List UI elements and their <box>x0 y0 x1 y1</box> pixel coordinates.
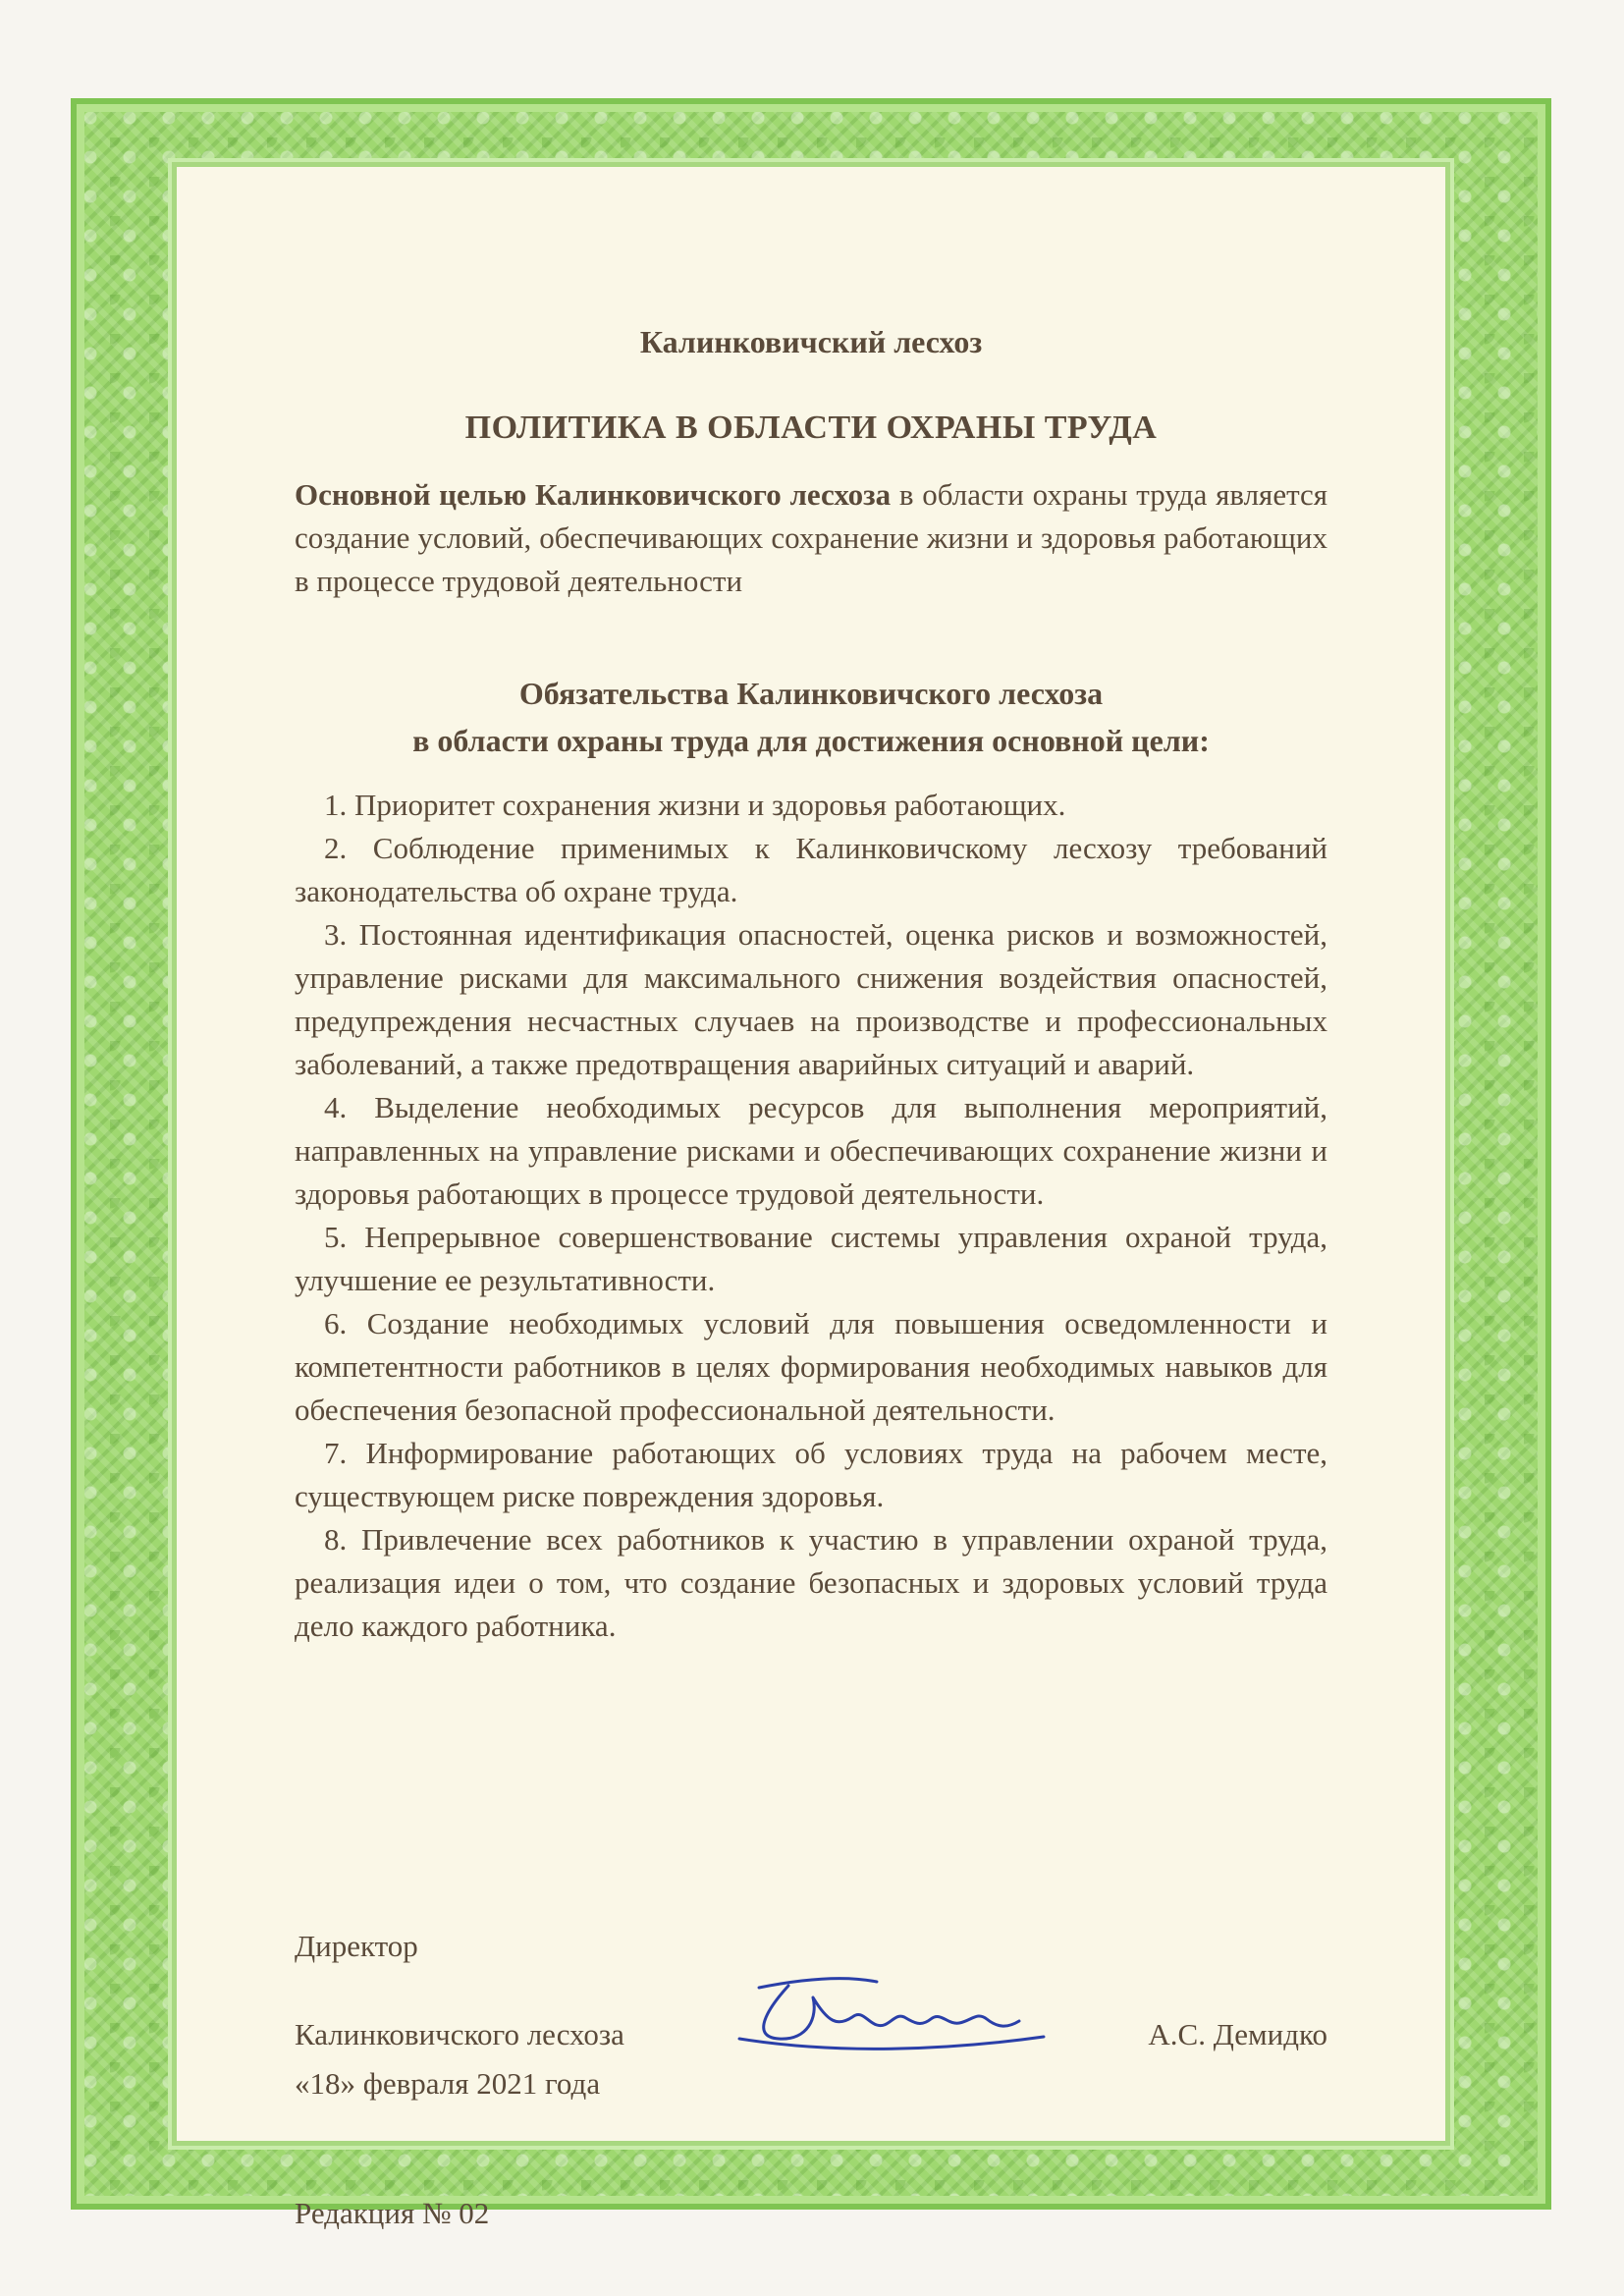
signer-position-line2: Калинковичского лесхоза <box>295 2017 624 2051</box>
signature-block <box>295 1925 1327 2056</box>
commitment-item: 4. Выделение необходимых ресурсов для выполнения мероприятий, направленных на управление рисками и обеспечивающих сохранение жизни и здоровья работающих в процессе трудовой деятельности. <box>295 1090 1327 1211</box>
main-goal-paragraph <box>295 473 1327 603</box>
commitment-item: 7. Информирование работающих об условиях труда на рабочем месте, существующем риске повреждения здоровья. <box>295 1436 1327 1513</box>
commitments-heading-line2: в области охраны труда для достижения основной цели: <box>412 723 1210 758</box>
goal-lead-text: Основной целью Калинковичского лесхоза <box>295 477 892 512</box>
commitment-item: 3. Постоянная идентификация опасностей, оценка рисков и возможностей, управление рисками для максимального снижения воздействия опасностей, предупреждения несчастных случаев на производстве и профессиональных заболеваний, а также предотвращения аварийных ситуаций и аварий. <box>295 917 1327 1081</box>
commitment-item: 2. Соблюдение применимых к Калинковичскому лесхозу требований законодательства об охране труда. <box>295 831 1327 908</box>
edition-number: Редакция № 02 <box>295 2196 490 2230</box>
commitment-item: 8. Привлечение всех работников к участию в управлении охраной труда, реализация идеи о том, что создание безопасных и здоровых условий труда дело каждого работника. <box>295 1522 1327 1643</box>
commitments-heading-line1: Обязательства Калинковичского лесхоза <box>518 676 1104 711</box>
document-title: ПОЛИТИКА В ОБЛАСТИ ОХРАНЫ ТРУДА <box>464 410 1158 446</box>
certificate-border <box>71 98 1551 2230</box>
handwritten-signature <box>720 1968 1073 2056</box>
organization-name: Калинковичский лесхоз <box>639 324 983 359</box>
document-date: «18» февраля 2021 года <box>295 2066 601 2101</box>
commitments-list <box>295 784 1327 1648</box>
commitment-item: 6. Создание необходимых условий для повышения осведомленности и компетентности работников в целях формирования необходимых навыков для обеспечения безопасной профессиональной деятельности. <box>295 1306 1327 1427</box>
signer-name: А.С. Демидко <box>1148 2017 1327 2051</box>
document-panel <box>177 167 1445 2230</box>
commitments-heading <box>295 670 1327 764</box>
signature-line <box>295 1968 1327 2056</box>
goal-rest-text: в области охраны труда является создание условий, обеспечивающих сохранение жизни и здоровья работающих в процессе трудовой деятельности <box>295 477 1328 598</box>
commitment-item: 5. Непрерывное совершенствование системы управления охраной труда, улучшение ее результативности. <box>295 1220 1327 1297</box>
signer-position-line1: Директор <box>295 1929 418 1963</box>
commitment-item: 1. Приоритет сохранения жизни и здоровья работающих. <box>324 788 1066 822</box>
